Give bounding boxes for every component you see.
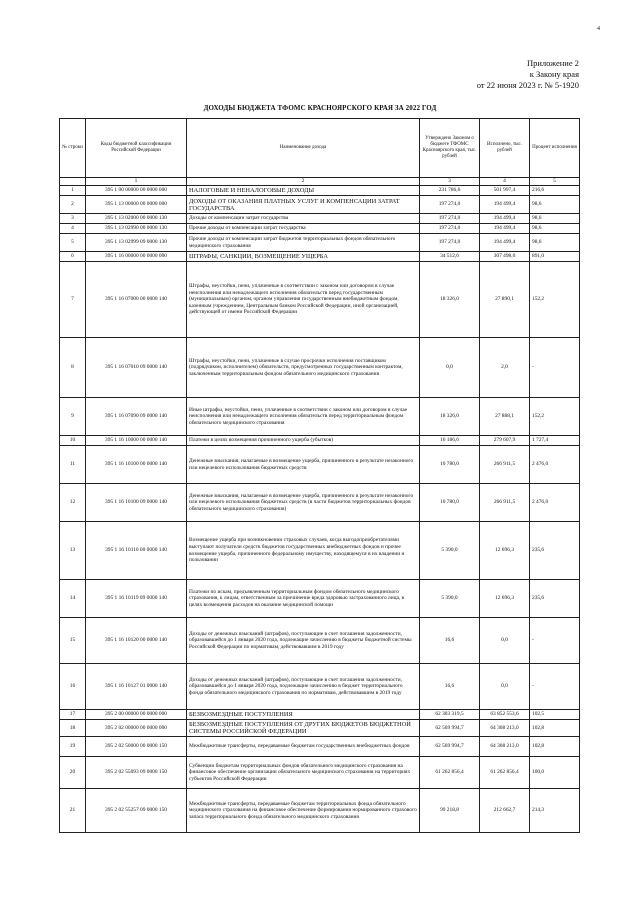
- executed-amount: 194 499,4: [480, 234, 530, 252]
- income-name: БЕЗВОЗМЕЗДНЫЕ ПОСТУПЛЕНИЯ: [187, 710, 420, 720]
- approved-amount: 197 274,0: [420, 224, 480, 234]
- budget-income-table: [59, 118, 580, 833]
- table-row: [60, 789, 580, 833]
- executed-amount: 212 662,7: [480, 789, 530, 833]
- row-number: 5: [60, 234, 86, 252]
- approved-amount: 16,6: [420, 618, 480, 664]
- appendix-line-3: от 22 июня 2023 г. № 5-1920: [476, 80, 579, 90]
- approved-amount: 231 786,6: [420, 186, 480, 196]
- table-row: [60, 398, 580, 436]
- execution-percent: 98,6: [530, 224, 580, 234]
- execution-percent: 1 727,4: [530, 436, 580, 446]
- column-number: [60, 178, 86, 186]
- executed-amount: 61 262 856,4: [480, 757, 530, 789]
- income-name: НАЛОГОВЫЕ И НЕНАЛОГОВЫЕ ДОХОДЫ: [187, 186, 420, 196]
- budget-code: 395 1 13 02999 09 0000 130: [86, 234, 187, 252]
- executed-amount: 194 499,4: [480, 224, 530, 234]
- income-name: Прочие доходы от компенсации затрат бюджетов территориальных фондов обязательного медицинского страхования: [187, 234, 420, 252]
- execution-percent: 891,0: [530, 252, 580, 262]
- row-number: 1: [60, 186, 86, 196]
- income-name: Денежные взыскания, налагаемые в возмещение ущерба, причиненного в результате незаконного или нецелевого использования бюджетных средств (в части бюджетов территориальных фондов обязательного медицинского страхования): [187, 484, 420, 522]
- table-row: [60, 720, 580, 737]
- execution-percent: 2 476,0: [530, 446, 580, 484]
- budget-code: 395 1 16 00000 00 0000 000: [86, 252, 187, 262]
- header-budget-code: Коды бюджетной классификации Российской Федерации: [86, 119, 187, 178]
- approved-amount: 16,6: [420, 664, 480, 710]
- income-name: Доходы от денежных взысканий (штрафов), поступающие в счет погашения задолженности, образовавшейся до 1 января 2020 года, подлежащие зачислению в бюджет территориального фонда обязательного медицинского страхования по нормативам, действовавшим в 2019 году: [187, 664, 420, 710]
- approved-amount: 197 274,0: [420, 196, 480, 214]
- executed-amount: 64 308 213,0: [480, 737, 530, 757]
- page-number: 4: [597, 26, 600, 32]
- column-number: 5: [530, 178, 580, 186]
- approved-amount: 16 186,6: [420, 436, 480, 446]
- income-name: Возмещение ущерба при возникновении страховых случаев, когда выгодоприобретателями выступают получатели средств бюджетов государственных внебюджетных фондов и прочее возмещение ущерба, причиненного федеральному имуществу, находящемуся в их владении и пользовании: [187, 522, 420, 580]
- income-name: ШТРАФЫ, САНКЦИИ, ВОЗМЕЩЕНИЕ УЩЕРБА: [187, 252, 420, 262]
- row-number: 10: [60, 436, 86, 446]
- execution-percent: 100,0: [530, 757, 580, 789]
- executed-amount: 266 911,5: [480, 446, 530, 484]
- budget-code: 395 1 16 10110 00 0000 140: [86, 522, 187, 580]
- execution-percent: 102,8: [530, 720, 580, 737]
- income-name: Прочие доходы от компенсации затрат государства: [187, 224, 420, 234]
- approved-amount: 62 569 994,7: [420, 737, 480, 757]
- budget-code: 395 1 16 10100 09 0000 140: [86, 484, 187, 522]
- executed-amount: 266 911,5: [480, 484, 530, 522]
- budget-code: 395 1 00 00000 00 0000 000: [86, 186, 187, 196]
- executed-amount: 64 308 213,0: [480, 720, 530, 737]
- executed-amount: 2,0: [480, 338, 530, 398]
- row-number: 16: [60, 664, 86, 710]
- table-row: [60, 446, 580, 484]
- executed-amount: 279 607,9: [480, 436, 530, 446]
- executed-amount: 12 696,3: [480, 580, 530, 618]
- header-percent: Процент исполнения: [530, 119, 580, 178]
- income-name: Платежи в целях возмещения причиненного ущерба (убытков): [187, 436, 420, 446]
- execution-percent: 216,6: [530, 186, 580, 196]
- income-name: Субвенции бюджетам территориальных фондов обязательного медицинского страхования на финансовое обеспечение организации обязательного медицинского страхования на территориях субъектов Российской Федерации: [187, 757, 420, 789]
- executed-amount: 63 852 553,6: [480, 710, 530, 720]
- table-row: [60, 737, 580, 757]
- budget-code: 395 1 16 10119 09 0000 140: [86, 580, 187, 618]
- table-row: [60, 234, 580, 252]
- execution-percent: 2 476,0: [530, 484, 580, 522]
- approved-amount: 197 274,0: [420, 234, 480, 252]
- table-row: [60, 484, 580, 522]
- approved-amount: 99 218,8: [420, 789, 480, 833]
- income-name: Штрафы, неустойки, пени, уплаченные в соответствии с законом или договором в случае неисполнения или ненадлежащего исполнения обязательств перед государственным (муниципальным) органом, органом управления государственным внебюджетным фондом, казенным учреждением, Центральным банком Российской Федерации, иной организацией, действующей от имени Российской Федерации: [187, 262, 420, 338]
- budget-code: 395 1 16 10127 01 0000 140: [86, 664, 187, 710]
- appendix-block: [477, 58, 579, 91]
- budget-code: 395 1 16 07090 09 0000 140: [86, 398, 187, 436]
- approved-amount: 18 326,0: [420, 262, 480, 338]
- row-number: 14: [60, 580, 86, 618]
- execution-percent: -: [530, 618, 580, 664]
- execution-percent: -: [530, 664, 580, 710]
- execution-percent: 98,6: [530, 234, 580, 252]
- row-number: 13: [60, 522, 86, 580]
- executed-amount: 501 997,4: [480, 186, 530, 196]
- approved-amount: 5 390,0: [420, 580, 480, 618]
- execution-percent: 102,8: [530, 737, 580, 757]
- execution-percent: -: [530, 338, 580, 398]
- budget-code: 395 2 02 00000 00 0000 000: [86, 720, 187, 737]
- executed-amount: 27 890,1: [480, 262, 530, 338]
- table-header-row: [60, 119, 580, 178]
- table-row: [60, 710, 580, 720]
- approved-amount: 10 780,0: [420, 484, 480, 522]
- approved-amount: 18 326,0: [420, 398, 480, 436]
- budget-code: 395 1 16 10120 00 0000 140: [86, 618, 187, 664]
- document-title: ДОХОДЫ БЮДЖЕТА ТФОМС КРАСНОЯРСКОГО КРАЯ ЗА 2022 ГОД: [203, 104, 437, 112]
- header-executed: Исполнено, тыс. рублей: [480, 119, 530, 178]
- table-row: [60, 186, 580, 196]
- row-number: 15: [60, 618, 86, 664]
- executed-amount: 0,0: [480, 664, 530, 710]
- executed-amount: 0,0: [480, 618, 530, 664]
- table-row: [60, 436, 580, 446]
- header-income-name: Наименование дохода: [187, 119, 420, 178]
- appendix-line-1: Приложение 2: [527, 58, 579, 68]
- table-row: [60, 214, 580, 224]
- income-name: Платежи по искам, предъявленным территориальным фондом обязательного медицинского страхования, к лицам, ответственным за причинение вреда здоровью застрахованного лица, в целях возмещения расходов на оказание медицинской помощи: [187, 580, 420, 618]
- income-name: Межбюджетные трансферты, передаваемые бюджетам государственных внебюджетных фондов: [187, 737, 420, 757]
- row-number: 18: [60, 720, 86, 737]
- income-name: Доходы от компенсации затрат государства: [187, 214, 420, 224]
- table-row: [60, 252, 580, 262]
- table-row: [60, 580, 580, 618]
- executed-amount: 12 696,3: [480, 522, 530, 580]
- column-number-row: [60, 178, 580, 186]
- execution-percent: 214,3: [530, 789, 580, 833]
- approved-amount: 5 390,0: [420, 522, 480, 580]
- table-row: [60, 757, 580, 789]
- approved-amount: 34 512,6: [420, 252, 480, 262]
- row-number: 4: [60, 224, 86, 234]
- budget-code: 395 2 02 50000 00 0000 150: [86, 737, 187, 757]
- column-number: 3: [420, 178, 480, 186]
- row-number: 20: [60, 757, 86, 789]
- row-number: 7: [60, 262, 86, 338]
- budget-code: 395 2 02 55093 09 0000 150: [86, 757, 187, 789]
- row-number: 12: [60, 484, 86, 522]
- budget-code: 395 1 16 07000 00 0000 140: [86, 262, 187, 338]
- execution-percent: 152,2: [530, 398, 580, 436]
- row-number: 21: [60, 789, 86, 833]
- budget-code: 395 1 16 10100 00 0000 140: [86, 446, 187, 484]
- budget-code: 395 2 00 00000 00 0000 000: [86, 710, 187, 720]
- budget-code: 395 1 13 02990 00 0000 130: [86, 224, 187, 234]
- approved-amount: 10 780,0: [420, 446, 480, 484]
- budget-code: 395 1 13 02000 00 0000 130: [86, 214, 187, 224]
- row-number: 17: [60, 710, 86, 720]
- table-row: [60, 196, 580, 214]
- executed-amount: 307 498,0: [480, 252, 530, 262]
- column-number: 4: [480, 178, 530, 186]
- table-row: [60, 618, 580, 664]
- table-row: [60, 522, 580, 580]
- approved-amount: 0,0: [420, 338, 480, 398]
- budget-code: 395 1 13 00000 00 0000 000: [86, 196, 187, 214]
- table-row: [60, 262, 580, 338]
- execution-percent: 98,6: [530, 214, 580, 224]
- row-number: 6: [60, 252, 86, 262]
- row-number: 19: [60, 737, 86, 757]
- header-row-number: № строки: [60, 119, 86, 178]
- row-number: 8: [60, 338, 86, 398]
- row-number: 2: [60, 196, 86, 214]
- income-name: БЕЗВОЗМЕЗДНЫЕ ПОСТУПЛЕНИЯ ОТ ДРУГИХ БЮДЖЕТОВ БЮДЖЕТНОЙ СИСТЕМЫ РОССИЙСКОЙ ФЕДЕРАЦИИ: [187, 720, 420, 737]
- column-number: 1: [86, 178, 187, 186]
- table-row: [60, 338, 580, 398]
- execution-percent: 98,6: [530, 196, 580, 214]
- row-number: 9: [60, 398, 86, 436]
- income-name: ДОХОДЫ ОТ ОКАЗАНИЯ ПЛАТНЫХ УСЛУГ И КОМПЕНСАЦИИ ЗАТРАТ ГОСУДАРСТВА: [187, 196, 420, 214]
- execution-percent: 102,5: [530, 710, 580, 720]
- column-number: 2: [187, 178, 420, 186]
- execution-percent: 235,6: [530, 580, 580, 618]
- budget-code: 395 1 16 10000 00 0000 140: [86, 436, 187, 446]
- budget-code: 395 1 16 07010 09 0000 140: [86, 338, 187, 398]
- executed-amount: 194 499,4: [480, 214, 530, 224]
- executed-amount: 194 499,4: [480, 196, 530, 214]
- budget-code: 395 2 02 55257 09 0000 150: [86, 789, 187, 833]
- execution-percent: 152,2: [530, 262, 580, 338]
- income-name: Межбюджетные трансферты, передаваемые бюджетам территориальных фонда обязательного медицинского страхования на финансовое обеспечение формирования нормированного страхового запаса территориального фонда обязательного медицинского страхования: [187, 789, 420, 833]
- approved-amount: 197 274,0: [420, 214, 480, 224]
- income-name: Денежные взыскания, налагаемые в возмещение ущерба, причиненного в результате незаконного или нецелевого использования бюджетных средств: [187, 446, 420, 484]
- income-name: Штрафы, неустойки, пени, уплаченные в случае просрочки исполнения поставщиком (подрядчиком, исполнителем) обязательств, предусмотренных государственным контрактом, заключенным территориальным фондом обязательного медицинского страхования: [187, 338, 420, 398]
- header-approved: Утверждено Законом о бюджете ТФОМС Красноярского края, тыс. рублей: [420, 119, 480, 178]
- table-row: [60, 664, 580, 710]
- row-number: 11: [60, 446, 86, 484]
- table-row: [60, 224, 580, 234]
- approved-amount: 61 262 856,4: [420, 757, 480, 789]
- row-number: 3: [60, 214, 86, 224]
- income-name: Иные штрафы, неустойки, пени, уплаченные в соответствии с законом или договором в случае неисполнения или ненадлежащего исполнения обязательств перед территориальным фондом обязательного медицинского страхования: [187, 398, 420, 436]
- executed-amount: 27 888,1: [480, 398, 530, 436]
- approved-amount: 62 303 319,5: [420, 710, 480, 720]
- approved-amount: 62 569 994,7: [420, 720, 480, 737]
- execution-percent: 235,6: [530, 522, 580, 580]
- income-name: Доходы от денежных взысканий (штрафов), поступающие в счет погашения задолженности, образовавшейся до 1 января 2020 года, подлежащие зачислению в бюджеты бюджетной системы Российской Федерации по нормативам, действовавшим в 2019 году: [187, 618, 420, 664]
- appendix-line-2: к Закону края: [529, 69, 579, 79]
